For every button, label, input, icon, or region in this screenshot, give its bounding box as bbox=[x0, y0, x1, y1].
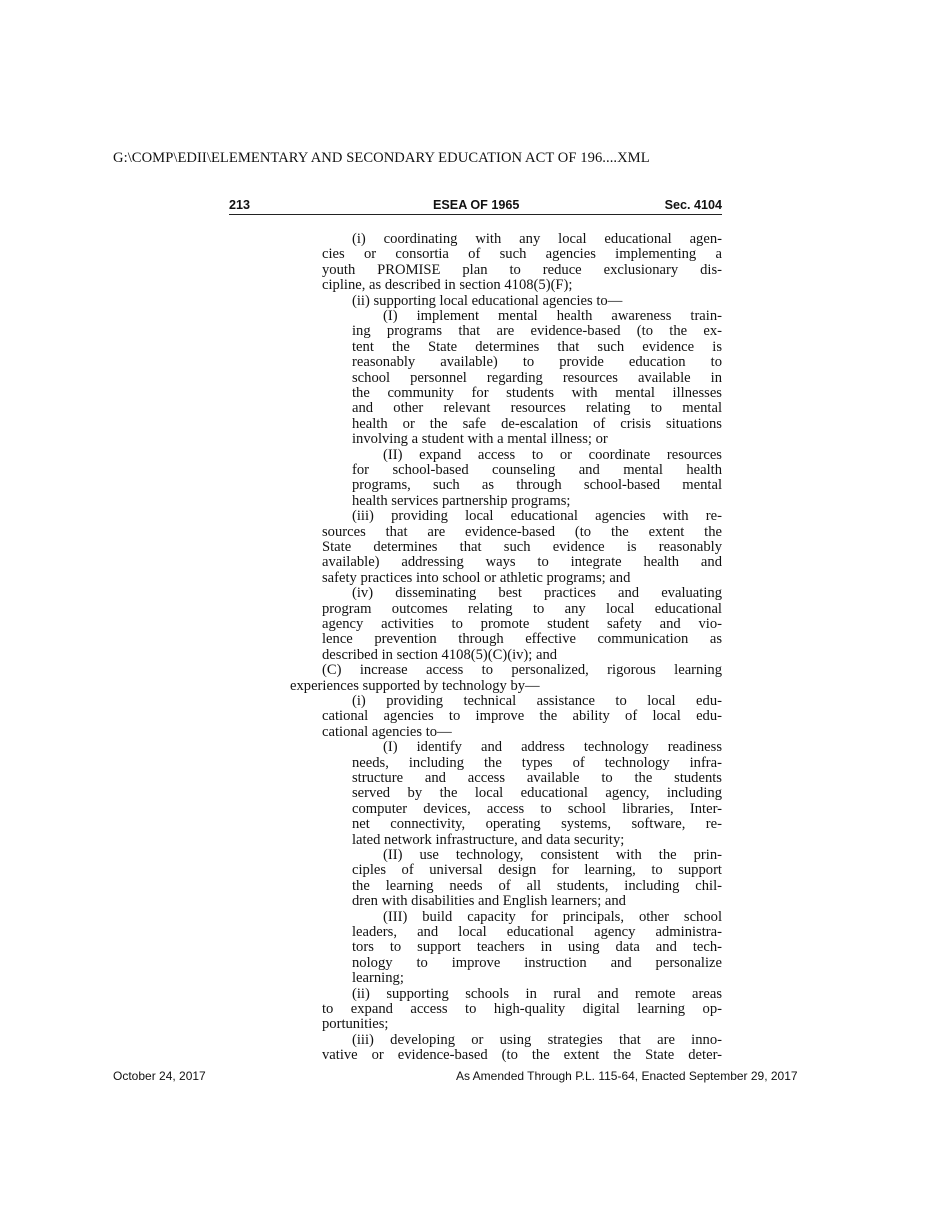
text-line: tent the State determines that such evidence is bbox=[352, 338, 722, 355]
text-line: ing programs that are evidence-based (to the ex- bbox=[352, 323, 722, 340]
text-line: the learning needs of all students, including chil- bbox=[352, 877, 722, 894]
text-line: sources that are evidence-based (to the extent the bbox=[322, 523, 722, 540]
act-title: ESEA OF 1965 bbox=[433, 198, 520, 212]
text-line: (II) use technology, consistent with the prin- bbox=[383, 847, 722, 863]
text-line: health or the safe de-escalation of crisis situations bbox=[352, 415, 722, 432]
text-line: vative or evidence-based (to the extent the State deter- bbox=[322, 1047, 722, 1064]
text-line: portunities; bbox=[322, 1016, 389, 1033]
text-line: computer devices, access to school libraries, Inter- bbox=[352, 800, 722, 817]
text-line: program outcomes relating to any local educational bbox=[322, 600, 722, 617]
text-line: the community for students with mental illnesses bbox=[352, 385, 722, 401]
text-line: tors to support teachers in using data and tech- bbox=[352, 939, 722, 956]
text-line: cational agencies to improve the ability of local edu- bbox=[322, 708, 722, 725]
text-line: learning; bbox=[352, 970, 404, 987]
file-path-header: G:\COMP\EDII\ELEMENTARY AND SECONDARY EDUCATION ACT OF 196....XML bbox=[113, 150, 650, 166]
text-line: (iii) developing or using strategies that are inno- bbox=[352, 1031, 722, 1048]
text-line: programs, such as through school-based mental bbox=[352, 477, 722, 494]
text-line: cipline, as described in section 4108(5)(F); bbox=[322, 277, 573, 294]
text-line: reasonably available) to provide education to bbox=[352, 354, 722, 371]
text-line: lated network infrastructure, and data security; bbox=[352, 831, 625, 848]
footer-date: October 24, 2017 bbox=[113, 1069, 206, 1083]
text-line: to expand access to high-quality digital learning op- bbox=[322, 1001, 722, 1017]
text-line: (i) coordinating with any local educational agen- bbox=[352, 231, 722, 247]
text-line: for school-based counseling and mental health bbox=[352, 462, 722, 478]
footer-amendment-note: As Amended Through P.L. 115-64, Enacted September 29, 2017 bbox=[456, 1069, 798, 1083]
text-line: lence prevention through effective communication as bbox=[322, 631, 722, 648]
text-line: State determines that such evidence is reasonably bbox=[322, 539, 722, 555]
text-line: (iii) providing local educational agencies with re- bbox=[352, 508, 722, 525]
text-line: (II) expand access to or coordinate resources bbox=[383, 446, 722, 463]
text-line: youth PROMISE plan to reduce exclusionary dis- bbox=[322, 261, 722, 278]
text-line: described in section 4108(5)(C)(iv); and bbox=[322, 646, 558, 663]
text-line: structure and access available to the students bbox=[352, 770, 722, 786]
text-line: experiences supported by technology by— bbox=[290, 677, 540, 694]
text-line: (I) implement mental health awareness train- bbox=[383, 308, 722, 324]
text-line: health services partnership programs; bbox=[352, 492, 571, 509]
text-line: cational agencies to— bbox=[322, 723, 452, 740]
text-line: leaders, and local educational agency administra- bbox=[352, 924, 722, 940]
text-line: cies or consortia of such agencies implementing a bbox=[322, 246, 722, 263]
text-line: available) addressing ways to integrate health and bbox=[322, 554, 722, 571]
text-line: (ii) supporting schools in rural and remote areas bbox=[352, 985, 722, 1002]
text-line: involving a student with a mental illness; or bbox=[352, 431, 608, 448]
running-head bbox=[229, 198, 722, 215]
text-line: (C) increase access to personalized, rigorous learning bbox=[322, 662, 722, 679]
text-line: (ii) supporting local educational agencies to— bbox=[352, 292, 623, 309]
page-number: 213 bbox=[229, 198, 251, 212]
text-line: (III) build capacity for principals, other school bbox=[383, 908, 722, 925]
text-line: (I) identify and address technology readiness bbox=[383, 739, 722, 756]
text-line: served by the local educational agency, including bbox=[352, 785, 722, 802]
text-line: net connectivity, operating systems, software, re- bbox=[352, 816, 722, 833]
text-line: dren with disabilities and English learners; and bbox=[352, 893, 626, 910]
text-line: nology to improve instruction and personalize bbox=[352, 954, 722, 971]
text-line: ciples of universal design for learning, to support bbox=[352, 862, 722, 879]
section-number: Sec. 4104 bbox=[664, 198, 722, 212]
text-line: and other relevant resources relating to mental bbox=[352, 400, 722, 417]
text-line: needs, including the types of technology infra- bbox=[352, 754, 722, 771]
text-line: (i) providing technical assistance to local edu- bbox=[352, 693, 722, 709]
text-line: safety practices into school or athletic programs; and bbox=[322, 569, 631, 586]
text-line: agency activities to promote student safety and vio- bbox=[322, 616, 722, 632]
text-line: (iv) disseminating best practices and evaluating bbox=[352, 585, 722, 602]
text-line: school personnel regarding resources available in bbox=[352, 369, 722, 386]
